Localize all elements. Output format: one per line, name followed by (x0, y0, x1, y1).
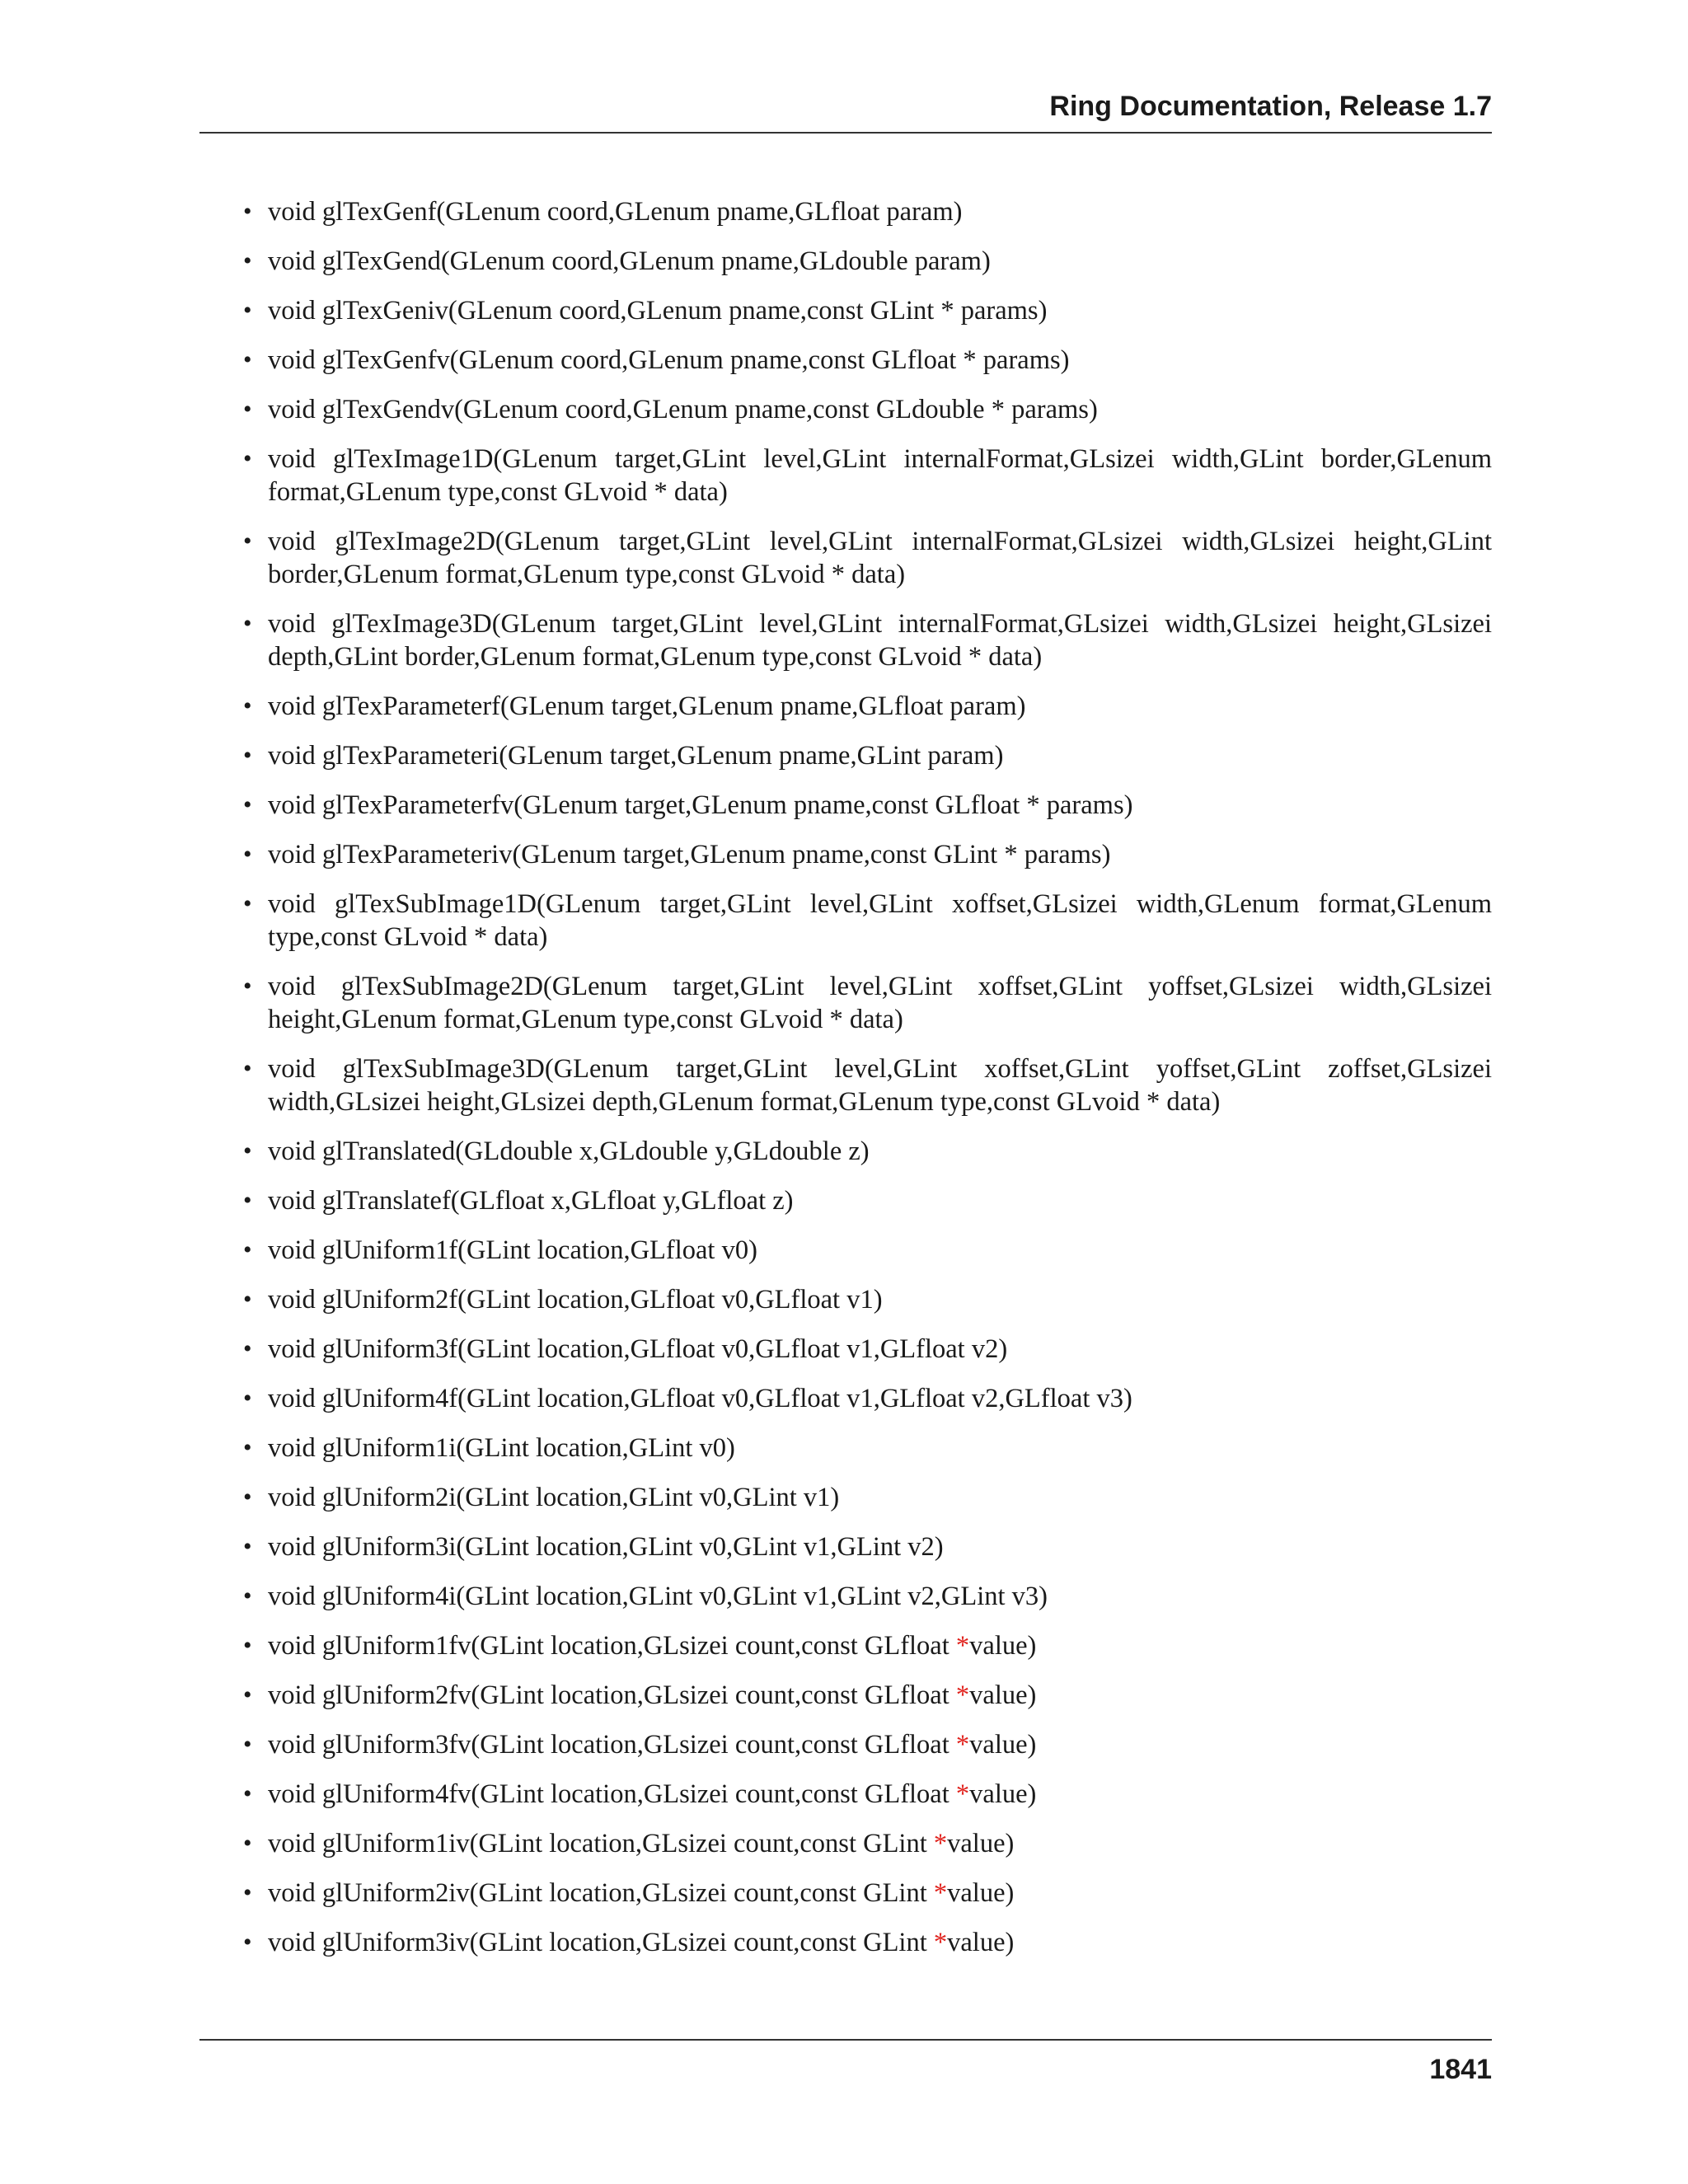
list-item (243, 888, 1492, 954)
bullet-icon: • (243, 841, 252, 868)
function-signature-tail: value) (969, 1730, 1037, 1760)
bullet-icon: • (243, 890, 252, 917)
function-list (243, 195, 1492, 1959)
bullet-icon: • (243, 1137, 252, 1165)
function-signature: void glTexImage2D(GLenum target,GLint level,GLint internalFormat,GLsizei width,GLsizei height,GLint border,GLenum format,GLenum type,const GLvoid * data) (268, 527, 1492, 589)
function-signature: void glTexParameterf(GLenum target,GLenum pname,GLfloat param) (268, 691, 1026, 721)
function-signature: void glUniform3iv(GLint location,GLsizei count,const GLint (268, 1928, 934, 1957)
function-signature: void glTexSubImage3D(GLenum target,GLint level,GLint xoffset,GLint yoffset,GLint zoffset,GLsizei width,GLsizei height,GLsizei depth,GLenum format,GLenum type,const GLvoid * data) (268, 1054, 1492, 1117)
bullet-icon: • (243, 1582, 252, 1610)
bullet-icon: • (243, 1879, 252, 1906)
pointer-asterisk: * (933, 1878, 948, 1908)
bullet-icon: • (243, 1335, 252, 1362)
list-item (243, 1827, 1492, 1860)
list-item (243, 393, 1492, 426)
bullet-icon: • (243, 610, 252, 637)
function-signature: void glUniform3f(GLint location,GLfloat v0,GLfloat v1,GLfloat v2) (268, 1334, 1008, 1364)
bullet-icon: • (243, 1483, 252, 1511)
list-item (243, 1184, 1492, 1217)
list-item (243, 1580, 1492, 1613)
function-signature: void glTexImage3D(GLenum target,GLint level,GLint internalFormat,GLsizei width,GLsizei height,GLsizei depth,GLint border,GLenum format,GLenum type,const GLvoid * data) (268, 609, 1492, 672)
function-signature: void glTexParameteriv(GLenum target,GLenum pname,const GLint * params) (268, 840, 1111, 869)
bullet-icon: • (243, 1731, 252, 1758)
function-signature-tail: value) (947, 1878, 1015, 1908)
function-signature-tail: value) (969, 1779, 1037, 1809)
list-item (243, 195, 1492, 228)
page-header (199, 91, 1492, 134)
bullet-icon: • (243, 527, 252, 555)
bullet-icon: • (243, 1632, 252, 1659)
list-item (243, 443, 1492, 509)
bullet-icon: • (243, 1286, 252, 1313)
bullet-icon: • (243, 742, 252, 769)
function-signature-tail: value) (969, 1680, 1037, 1710)
bullet-icon: • (243, 346, 252, 373)
bullet-icon: • (243, 1187, 252, 1214)
list-item (243, 525, 1492, 591)
bullet-icon: • (243, 1236, 252, 1263)
bullet-icon: • (243, 1385, 252, 1412)
bullet-icon: • (243, 396, 252, 423)
list-item (243, 245, 1492, 278)
list-item (243, 1728, 1492, 1761)
bullet-icon: • (243, 1434, 252, 1461)
list-item (243, 607, 1492, 673)
page-number: 1841 (1429, 2054, 1492, 2085)
function-signature: void glUniform3fv(GLint location,GLsizei count,const GLfloat (268, 1730, 956, 1760)
page-footer (199, 2039, 1492, 2085)
list-item (243, 1135, 1492, 1168)
bullet-icon: • (243, 692, 252, 719)
pointer-asterisk: * (955, 1680, 970, 1710)
function-signature: void glTexParameterfv(GLenum target,GLenum pname,const GLfloat * params) (268, 790, 1133, 820)
function-signature: void glUniform4fv(GLint location,GLsizei count,const GLfloat (268, 1779, 956, 1809)
pointer-asterisk: * (933, 1829, 948, 1858)
function-signature: void glTexGendv(GLenum coord,GLenum pname,const GLdouble * params) (268, 395, 1098, 424)
function-signature: void glUniform2f(GLint location,GLfloat v0,GLfloat v1) (268, 1285, 883, 1315)
function-signature: void glUniform2i(GLint location,GLint v0,GLint v1) (268, 1483, 840, 1512)
function-signature: void glUniform1fv(GLint location,GLsizei count,const GLfloat (268, 1631, 956, 1661)
function-signature: void glUniform1iv(GLint location,GLsizei count,const GLint (268, 1829, 934, 1858)
function-signature-tail: value) (947, 1829, 1015, 1858)
list-item (243, 1481, 1492, 1514)
function-signature: void glTexSubImage2D(GLenum target,GLint level,GLint xoffset,GLint yoffset,GLsizei width,GLsizei height,GLenum format,GLenum type,const GLvoid * data) (268, 972, 1492, 1034)
function-signature: void glUniform4i(GLint location,GLint v0,GLint v1,GLint v2,GLint v3) (268, 1582, 1048, 1611)
list-item (243, 344, 1492, 377)
list-item (243, 838, 1492, 871)
list-item (243, 970, 1492, 1036)
function-signature: void glTexImage1D(GLenum target,GLint level,GLint internalFormat,GLsizei width,GLint border,GLenum format,GLenum type,const GLvoid * data) (268, 444, 1492, 507)
function-signature: void glTexGend(GLenum coord,GLenum pname,GLdouble param) (268, 246, 991, 276)
list-item (243, 1679, 1492, 1712)
document-title: Ring Documentation, Release 1.7 (1049, 91, 1492, 122)
function-signature: void glTexGenf(GLenum coord,GLenum pname,GLfloat param) (268, 197, 963, 227)
list-item (243, 294, 1492, 327)
page-content (243, 195, 1492, 1975)
list-item (243, 1629, 1492, 1662)
list-item (243, 690, 1492, 723)
list-item (243, 1382, 1492, 1415)
function-signature: void glUniform4f(GLint location,GLfloat v0,GLfloat v1,GLfloat v2,GLfloat v3) (268, 1384, 1132, 1413)
list-item (243, 1530, 1492, 1563)
function-signature: void glTexGenfv(GLenum coord,GLenum pname,const GLfloat * params) (268, 345, 1070, 375)
list-item (243, 1926, 1492, 1959)
function-signature: void glUniform1f(GLint location,GLfloat v0) (268, 1235, 757, 1265)
list-item (243, 1778, 1492, 1811)
function-signature: void glUniform2iv(GLint location,GLsizei count,const GLint (268, 1878, 934, 1908)
bullet-icon: • (243, 1055, 252, 1082)
pointer-asterisk: * (933, 1928, 948, 1957)
function-signature-tail: value) (947, 1928, 1015, 1957)
bullet-icon: • (243, 297, 252, 324)
function-signature: void glUniform3i(GLint location,GLint v0,GLint v1,GLint v2) (268, 1532, 944, 1562)
bullet-icon: • (243, 198, 252, 225)
pointer-asterisk: * (955, 1631, 970, 1661)
bullet-icon: • (243, 247, 252, 274)
bullet-icon: • (243, 791, 252, 818)
list-item (243, 1234, 1492, 1267)
bullet-icon: • (243, 1681, 252, 1708)
function-signature-tail: value) (969, 1631, 1037, 1661)
function-signature: void glTexParameteri(GLenum target,GLenum pname,GLint param) (268, 741, 1004, 771)
bullet-icon: • (243, 1533, 252, 1560)
pointer-asterisk: * (955, 1730, 970, 1760)
function-signature: void glTranslated(GLdouble x,GLdouble y,GLdouble z) (268, 1137, 870, 1166)
bullet-icon: • (243, 1929, 252, 1956)
function-signature: void glTranslatef(GLfloat x,GLfloat y,GLfloat z) (268, 1186, 794, 1216)
list-item (243, 1052, 1492, 1118)
function-signature: void glTexSubImage1D(GLenum target,GLint level,GLint xoffset,GLsizei width,GLenum format,GLenum type,const GLvoid * data) (268, 889, 1492, 952)
list-item (243, 1432, 1492, 1465)
list-item (243, 789, 1492, 822)
bullet-icon: • (243, 1780, 252, 1807)
list-item (243, 1333, 1492, 1366)
list-item (243, 739, 1492, 772)
function-signature: void glUniform1i(GLint location,GLint v0) (268, 1433, 735, 1463)
pointer-asterisk: * (955, 1779, 970, 1809)
bullet-icon: • (243, 1830, 252, 1857)
function-signature: void glUniform2fv(GLint location,GLsizei count,const GLfloat (268, 1680, 956, 1710)
list-item (243, 1877, 1492, 1910)
bullet-icon: • (243, 445, 252, 472)
function-signature: void glTexGeniv(GLenum coord,GLenum pname,const GLint * params) (268, 296, 1048, 326)
bullet-icon: • (243, 972, 252, 1000)
list-item (243, 1283, 1492, 1316)
